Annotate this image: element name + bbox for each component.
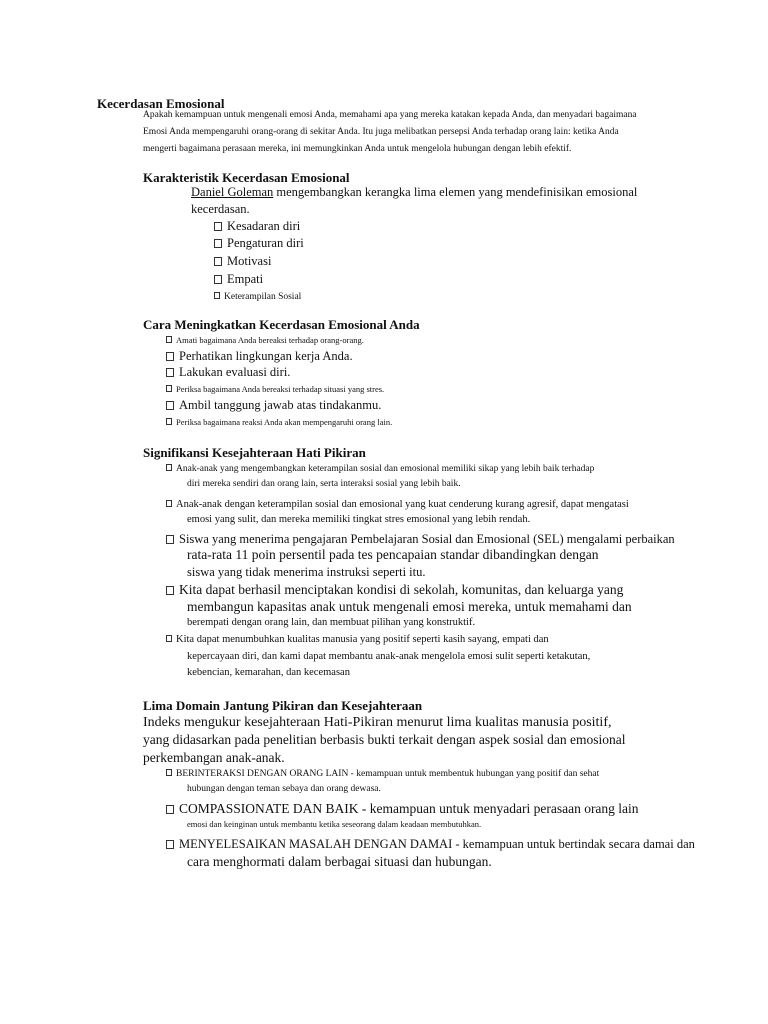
- list-item: Kita dapat menumbuhkan kualitas manusia yang positif seperti kasih sayang, empati dan: [166, 634, 549, 645]
- checkbox-bullet-icon: [166, 635, 172, 642]
- checkbox-bullet-icon: [214, 275, 222, 284]
- list-item: Periksa bagaimana Anda bereaksi terhadap situasi yang stres.: [166, 384, 384, 394]
- list-item: Keterampilan Sosial: [214, 292, 301, 302]
- list-item-continuation: emosi dan keinginan untuk membantu ketika seseorang dalam keadaan membutuhkan.: [187, 819, 482, 829]
- list-item: Lakukan evaluasi diri.: [166, 365, 290, 380]
- paragraph-line: Emosi Anda mempengaruhi orang-orang di sekitar Anda. Itu juga melibatkan persepsi Anda terhadap orang lain: ketika Anda: [143, 127, 619, 137]
- checkbox-bullet-icon: [214, 257, 222, 266]
- checkbox-bullet-icon: [166, 336, 172, 343]
- section-title-cara: Cara Meningkatkan Kecerdasan Emosional Anda: [143, 317, 420, 332]
- checkbox-bullet-icon: [166, 368, 174, 377]
- list-item: Siswa yang menerima pengajaran Pembelajaran Sosial dan Emosional (SEL) mengalami perbaikan: [166, 532, 675, 547]
- list-item: Anak-anak yang mengembangkan keterampilan sosial dan emosional memiliki sikap yang lebih baik terhadap: [166, 464, 594, 474]
- checkbox-bullet-icon: [166, 586, 174, 595]
- section-title-lima-domain: Lima Domain Jantung Pikiran dan Kesejahteraan: [143, 698, 423, 713]
- list-item-continuation: membangun kapasitas anak untuk mengenali emosi mereka, untuk memahami dan: [187, 599, 632, 614]
- karakteristik-line: [191, 185, 637, 200]
- checkbox-bullet-icon: [214, 239, 222, 248]
- checkbox-bullet-icon: [166, 840, 174, 849]
- list-item: Motivasi: [214, 254, 271, 269]
- checkbox-bullet-icon: [166, 464, 172, 471]
- list-item-continuation: diri mereka sendiri dan orang lain, serta interaksi sosial yang lebih baik.: [187, 479, 461, 489]
- paragraph-line: Indeks mengukur kesejahteraan Hati-Pikiran menurut lima kualitas manusia positif,: [143, 715, 612, 730]
- list-item-continuation: kebencian, kemarahan, dan kecemasan: [187, 667, 350, 678]
- checkbox-bullet-icon: [166, 769, 172, 776]
- karakteristik-text: mengembangkan kerangka lima elemen yang mendefinisikan emosional: [273, 185, 638, 199]
- checkbox-bullet-icon: [166, 418, 172, 425]
- list-item-continuation: cara menghormati dalam berbagai situasi dan hubungan.: [187, 854, 492, 869]
- list-item-continuation: rata-rata 11 poin persentil pada tes pencapaian standar dibandingkan dengan: [187, 547, 599, 562]
- list-item: Kita dapat berhasil menciptakan kondisi di sekolah, komunitas, dan keluarga yang: [166, 582, 623, 598]
- list-item-continuation: siswa yang tidak menerima instruksi seperti itu.: [187, 565, 426, 579]
- section-title-signifikansi: Signifikansi Kesejahteraan Hati Pikiran: [143, 445, 366, 460]
- list-item: Perhatikan lingkungan kerja Anda.: [166, 349, 353, 364]
- paragraph-line: yang didasarkan pada penelitian berbasis bukti terkait dengan aspek sosial dan emosional: [143, 732, 626, 747]
- section-title-karakteristik: Karakteristik Kecerdasan Emosional: [143, 170, 350, 185]
- checkbox-bullet-icon: [214, 222, 222, 231]
- checkbox-bullet-icon: [166, 352, 174, 361]
- checkbox-bullet-icon: [166, 535, 174, 544]
- list-item: Pengaturan diri: [214, 236, 304, 251]
- list-item: MENYELESAIKAN MASALAH DENGAN DAMAI - kemampuan untuk bertindak secara damai dan: [166, 837, 695, 852]
- list-item-continuation: berempati dengan orang lain, dan membuat pilihan yang konstruktif.: [187, 617, 476, 628]
- list-item: Periksa bagaimana reaksi Anda akan mempengaruhi orang lain.: [166, 417, 392, 427]
- list-item-continuation: emosi yang sulit, dan mereka memiliki tingkat stres emosional yang lebih rendah.: [187, 514, 531, 525]
- list-item: Ambil tanggung jawab atas tindakanmu.: [166, 398, 381, 413]
- paragraph-line: Apakah kemampuan untuk mengenali emosi Anda, memahami apa yang mereka katakan kepada Anda, dan menyadari bagaimana: [143, 110, 637, 120]
- list-item: Anak-anak dengan keterampilan sosial dan emosional yang kuat cenderung kurang agresif, dapat mengatasi: [166, 499, 629, 510]
- list-item-continuation: hubungan dengan teman sebaya dan orang dewasa.: [187, 784, 381, 794]
- list-item: Empati: [214, 272, 263, 287]
- list-item: Amati bagaimana Anda bereaksi terhadap orang-orang.: [166, 335, 364, 345]
- karakteristik-line-2: kecerdasan.: [191, 202, 250, 216]
- section-title-kecerdasan: Kecerdasan Emosional: [97, 96, 225, 111]
- checkbox-bullet-icon: [166, 385, 172, 392]
- paragraph-line: mengerti bagaimana perasaan mereka, ini memungkinkan Anda untuk mengelola hubungan dengan lebih efektif.: [143, 144, 572, 154]
- checkbox-bullet-icon: [214, 292, 220, 299]
- list-item: Kesadaran diri: [214, 219, 300, 234]
- checkbox-bullet-icon: [166, 500, 172, 507]
- list-item-continuation: kepercayaan diri, dan kami dapat membantu anak-anak mengelola emosi sulit seperti ketakutan,: [187, 651, 591, 662]
- paragraph-line: perkembangan anak-anak.: [143, 750, 285, 765]
- checkbox-bullet-icon: [166, 805, 174, 814]
- list-item: COMPASSIONATE DAN BAIK - kemampuan untuk menyadari perasaan orang lain: [166, 801, 639, 817]
- daniel-goleman-link[interactable]: Daniel Goleman: [191, 185, 274, 199]
- list-item: BERINTERAKSI DENGAN ORANG LAIN - kemampuan untuk membentuk hubungan yang positif dan sehat: [166, 769, 599, 779]
- checkbox-bullet-icon: [166, 401, 174, 410]
